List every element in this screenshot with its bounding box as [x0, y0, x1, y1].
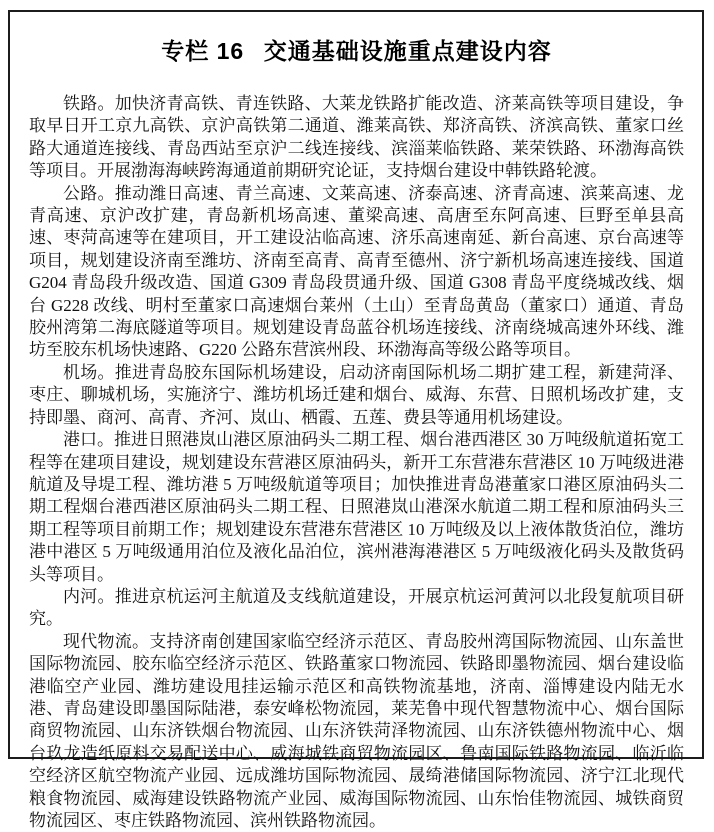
paragraph-highway-body: 推动潍日高速、青兰高速、文莱高速、济泰高速、济青高速、滨莱高速、龙青高速、京沪改扩建，青岛新机场高速、董梁高速、高唐至东阿高速、巨野至单县高速、枣菏高速等在建项目，开工建设沾临高速、济乐高速南延、新台高速、京台高速等项目，规划建设济南至潍坊、济南至高青、高青至德州、济宁新机场高速连接线、国道 G204 青岛段升级改造、国道 G309 青岛段贯通升级、国道 G308 青岛平度绕城改线、烟台 G228 改线、明村至董家口高速烟台莱州（土山）至青岛黄岛（董家口）通道、青岛胶州湾第二海底隧道等项目。规划建设青岛蓝谷机场连接线、济南绕城高速外环线、潍坊至胶东机场快速路、G220 公路东营滨州段、环渤海高等级公路等项目。: [29, 183, 685, 360]
paragraph-railway-body: 加快济青高铁、青连铁路、大莱龙铁路扩能改造、济莱高铁等项目建设，争取早日开工京九高铁、京沪高铁第二通道、潍莱高铁、郑济高铁、济滨高铁、董家口丝路大通道连接线、青岛西站至京沪二线连接线、滨淄莱临铁路、莱荣铁路、环渤海高铁等项目。开展渤海海峡跨海通道前期研究论证，支持烟台建设中韩铁路轮渡。: [29, 94, 685, 181]
paragraph-modern-logistics: [29, 631, 684, 832]
paragraph-modern-logistics-lead: 现代物流。: [63, 631, 150, 651]
paragraph-airport-lead: 机场。: [63, 362, 115, 382]
box-title-text: 交通基础设施重点建设内容: [263, 38, 552, 64]
paragraph-airport: [29, 362, 684, 429]
policy-box: [8, 10, 704, 830]
box-title: [29, 33, 684, 66]
paragraph-railway: [29, 93, 684, 183]
paragraph-modern-logistics-body: 支持济南创建国家临空经济示范区、青岛胶州湾国际物流园、山东盖世国际物流园、胶东临空经济示范区、铁路董家口物流园、铁路即墨物流园、烟台建设临港临空产业园、潍坊建设甩挂运输示范区和高铁物流基地，济南、淄博建设内陆无水港、青岛建设即墨国际陆港，泰安峰松物流园，莱芜鲁中现代智慧物流中心、烟台国际商贸物流园、山东济铁烟台物流园、山东济铁菏泽物流园、山东济铁德州物流中心、烟台玖龙造纸原料交易配送中心、威海城铁商贸物流园区、鲁南国际铁路物流园、临沂临空经济区航空物流产业园、远成潍坊国际物流园、晟绮港储国际物流园、济宁江北现代粮食物流园、威海建设铁路物流产业园、威海国际物流园、山东怡佳物流园、城铁商贸物流园区、枣庄铁路物流园、滨州铁路物流园。: [29, 631, 685, 830]
paragraph-inland-waterway: [29, 586, 684, 631]
paragraph-highway-lead: 公路。: [63, 183, 115, 203]
box-title-number: 专栏 16: [161, 38, 245, 64]
paragraph-inland-waterway-lead: 内河。: [63, 586, 115, 606]
paragraph-highway: [29, 183, 684, 362]
paragraph-airport-body: 推进青岛胶东国际机场建设，启动济南国际机场二期扩建工程，新建菏泽、枣庄、聊城机场，实施济宁、潍坊机场迁建和烟台、威海、东营、日照机场改扩建，支持即墨、商河、高青、齐河、岚山、栖霞、五莲、费县等通用机场建设。: [29, 362, 685, 427]
paragraph-port-body: 推进日照港岚山港区原油码头二期工程、烟台港西港区 30 万吨级航道拓宽工程等在建项目建设，规划建设东营港区原油码头，新开工东营港东营港区 10 万吨级进港航道及导堤工程、潍坊港 5 万吨级航道等项目；加快推进青岛港董家口港区原油码头二期工程烟台港西港区原油码头二期工程、日照港岚山港深水航道二期工程和原油码头三期工程等项目前期工作；规划建设东营港东营港区 10 万吨级及以上液体散货泊位，潍坊港中港区 5 万吨级通用泊位及液化品泊位，滨州港海港港区 5 万吨级液化码头及散货码头等项目。: [29, 430, 685, 584]
paragraph-railway-lead: 铁路。: [63, 94, 115, 113]
paragraph-inland-waterway-body: 推进京杭运河主航道及支线航道建设，开展京杭运河黄河以北段复航项目研究。: [29, 586, 685, 629]
paragraph-port: [29, 429, 684, 586]
paragraph-port-lead: 港口。: [63, 430, 115, 450]
